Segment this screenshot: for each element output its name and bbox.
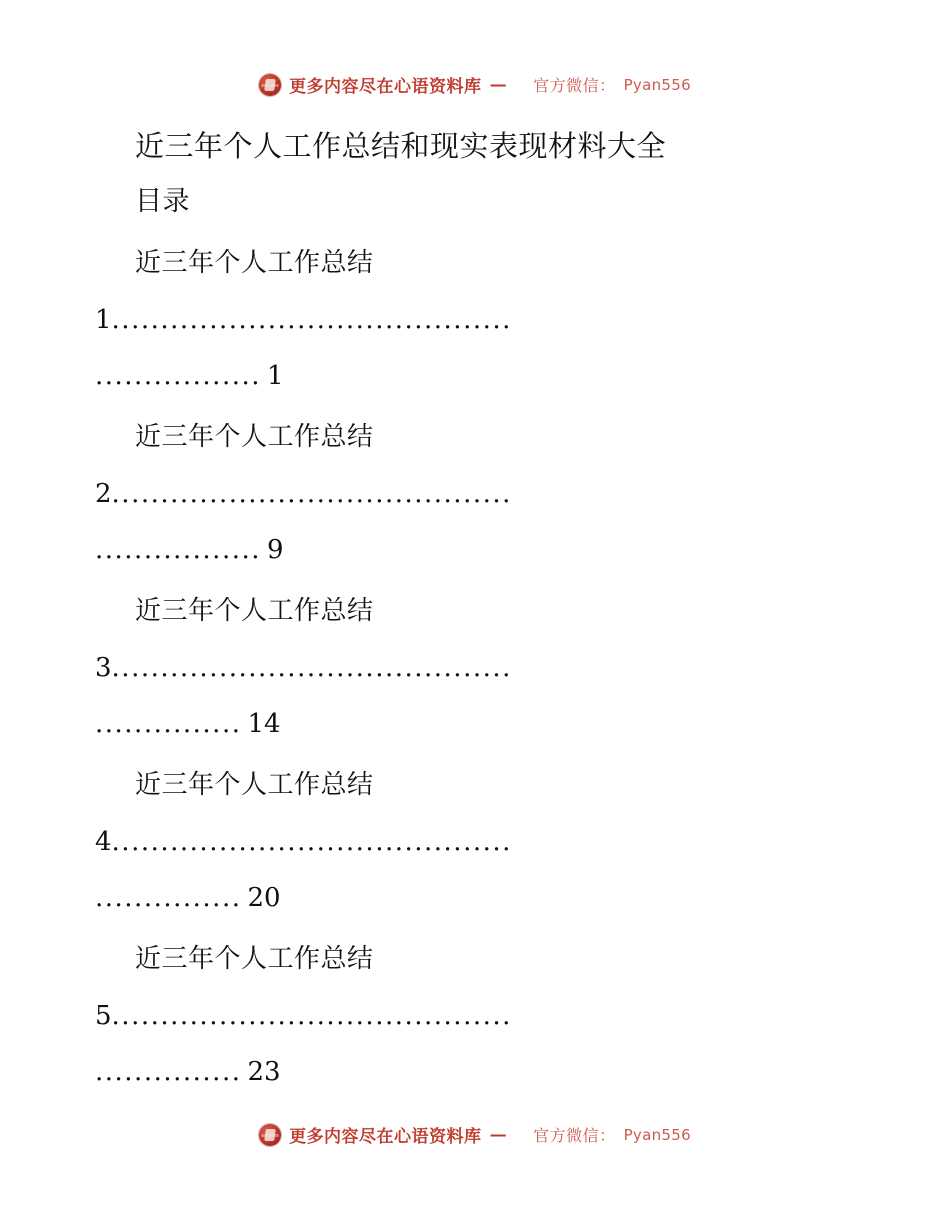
toc-entry[interactable] bbox=[95, 582, 855, 752]
toc-entry-dots: ......................................... bbox=[111, 827, 512, 857]
watermark-wechat-label: 官方微信： bbox=[533, 1126, 616, 1145]
watermark-header bbox=[0, 72, 950, 97]
toc-entry[interactable] bbox=[95, 408, 855, 578]
toc-entry-leader-cont bbox=[95, 1044, 855, 1100]
watermark-separator: — bbox=[489, 74, 508, 95]
watermark-title: 更多内容尽在心语资料库 bbox=[289, 1127, 482, 1147]
toc-entry-page: 20 bbox=[247, 883, 281, 913]
toc-entry[interactable] bbox=[95, 756, 855, 926]
toc-entry-dots-cont: ............... bbox=[95, 883, 242, 913]
toc-entry-label: 近三年个人工作总结 bbox=[135, 596, 374, 626]
toc-entry-label: 近三年个人工作总结 bbox=[135, 944, 374, 974]
watermark-separator: — bbox=[489, 1124, 508, 1145]
toc-entry-leader bbox=[95, 466, 855, 522]
toc-entry-label: 近三年个人工作总结 bbox=[135, 770, 374, 800]
toc-entry-leader bbox=[95, 814, 855, 870]
toc-entry-number: 2 bbox=[95, 479, 112, 509]
document-content bbox=[95, 118, 855, 1100]
toc-entry-dots-cont: ................. bbox=[95, 361, 261, 391]
seal-icon bbox=[259, 1124, 281, 1146]
toc-entry-page: 9 bbox=[267, 535, 284, 565]
toc-entry-page: 23 bbox=[247, 1057, 281, 1087]
seal-icon bbox=[259, 74, 281, 96]
toc-entry-page: 1 bbox=[267, 361, 284, 391]
toc-heading: 目录 bbox=[135, 186, 190, 217]
toc-entry-dots: ......................................... bbox=[111, 1001, 512, 1031]
toc-entry-leader-cont bbox=[95, 348, 855, 404]
toc-entry-leader-cont bbox=[95, 870, 855, 926]
toc-entry[interactable] bbox=[95, 234, 855, 404]
toc-entry-dots: ......................................... bbox=[111, 479, 512, 509]
watermark-wechat-code: Pyan556 bbox=[623, 1125, 691, 1144]
toc-entry-leader bbox=[95, 988, 855, 1044]
toc-entry-leader-cont bbox=[95, 696, 855, 752]
toc-entry-dots-cont: ............... bbox=[95, 1057, 242, 1087]
toc-entry-label: 近三年个人工作总结 bbox=[135, 248, 374, 278]
toc-entry[interactable] bbox=[95, 930, 855, 1100]
toc-entry-dots: ......................................... bbox=[111, 653, 512, 683]
toc-entry-number: 5 bbox=[95, 1001, 112, 1031]
watermark-footer bbox=[0, 1122, 950, 1147]
toc-entry-leader-cont bbox=[95, 522, 855, 578]
toc-entry-dots-cont: ................. bbox=[95, 535, 261, 565]
watermark-wechat-label: 官方微信： bbox=[533, 76, 616, 95]
toc-entry-leader bbox=[95, 640, 855, 696]
watermark-wechat-code: Pyan556 bbox=[623, 75, 691, 94]
page-title: 近三年个人工作总结和现实表现材料大全 bbox=[135, 129, 667, 163]
toc-entry-label: 近三年个人工作总结 bbox=[135, 422, 374, 452]
toc-entry-number: 4 bbox=[95, 827, 112, 857]
toc-entry-number: 3 bbox=[95, 653, 112, 683]
toc-entry-dots-cont: ............... bbox=[95, 709, 242, 739]
toc-entry-page: 14 bbox=[247, 709, 281, 739]
toc-entry-dots: ......................................... bbox=[111, 305, 512, 335]
watermark-title: 更多内容尽在心语资料库 bbox=[289, 77, 482, 97]
toc-entry-number: 1 bbox=[95, 305, 112, 335]
toc-entry-leader bbox=[95, 292, 855, 348]
